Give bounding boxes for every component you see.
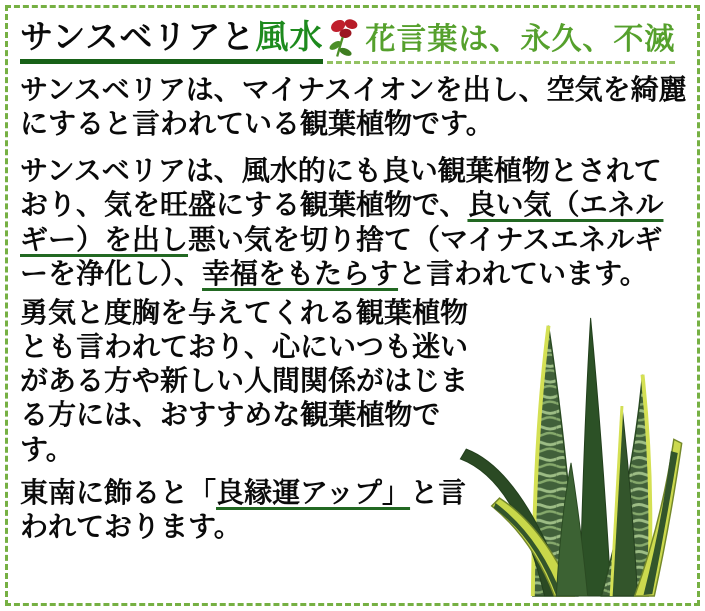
underlined-phrase-happiness: 幸福をもたらす: [202, 257, 399, 289]
p2-segment: と言われています。: [398, 257, 648, 289]
underlined-phrase-good-energy: 良い気（エネルギー）を出し: [20, 189, 664, 255]
dashed-border-frame: [5, 5, 700, 606]
p4-segment: と言われております。: [20, 476, 467, 542]
paragraph-courage: [20, 296, 472, 467]
page-title-black: サンスベリアと: [20, 18, 256, 56]
flower-icon: [327, 16, 364, 60]
paragraph-fengshui: [20, 154, 687, 291]
p4-segment: 東南に飾ると「: [20, 476, 217, 508]
page-title-green: 風水: [255, 18, 324, 56]
page-title: [20, 18, 323, 64]
paragraph-southeast: [20, 476, 490, 544]
p2-segment: 悪い気を切り捨て（マイナスエネルギーを浄化し）、: [20, 223, 663, 289]
sansevieria-plant-image: [453, 314, 691, 598]
subtitle-text: 花言葉は、永久、不滅: [365, 23, 676, 56]
underlined-phrase-good-match-luck: 良縁運アップ」: [216, 476, 411, 508]
subtitle: [327, 16, 675, 64]
header: [20, 16, 687, 64]
p2-segment: サンスベリアは、風水的にも良い観葉植物とされており、気を旺盛にする観葉植物で、: [20, 155, 662, 221]
paragraph-1-text: サンスベリアは、マイナスイオンを出し、空気を綺麗にすると言われている観葉植物です。: [20, 74, 687, 140]
paragraph-3-text: 勇気と度胸を与えてくれる観葉植物とも言われており、心にいつも迷いがある方や新しい人間関係がはじまる方には、おすすめな観葉植物です。: [20, 296, 469, 465]
paragraph-air-purify: [20, 73, 687, 141]
